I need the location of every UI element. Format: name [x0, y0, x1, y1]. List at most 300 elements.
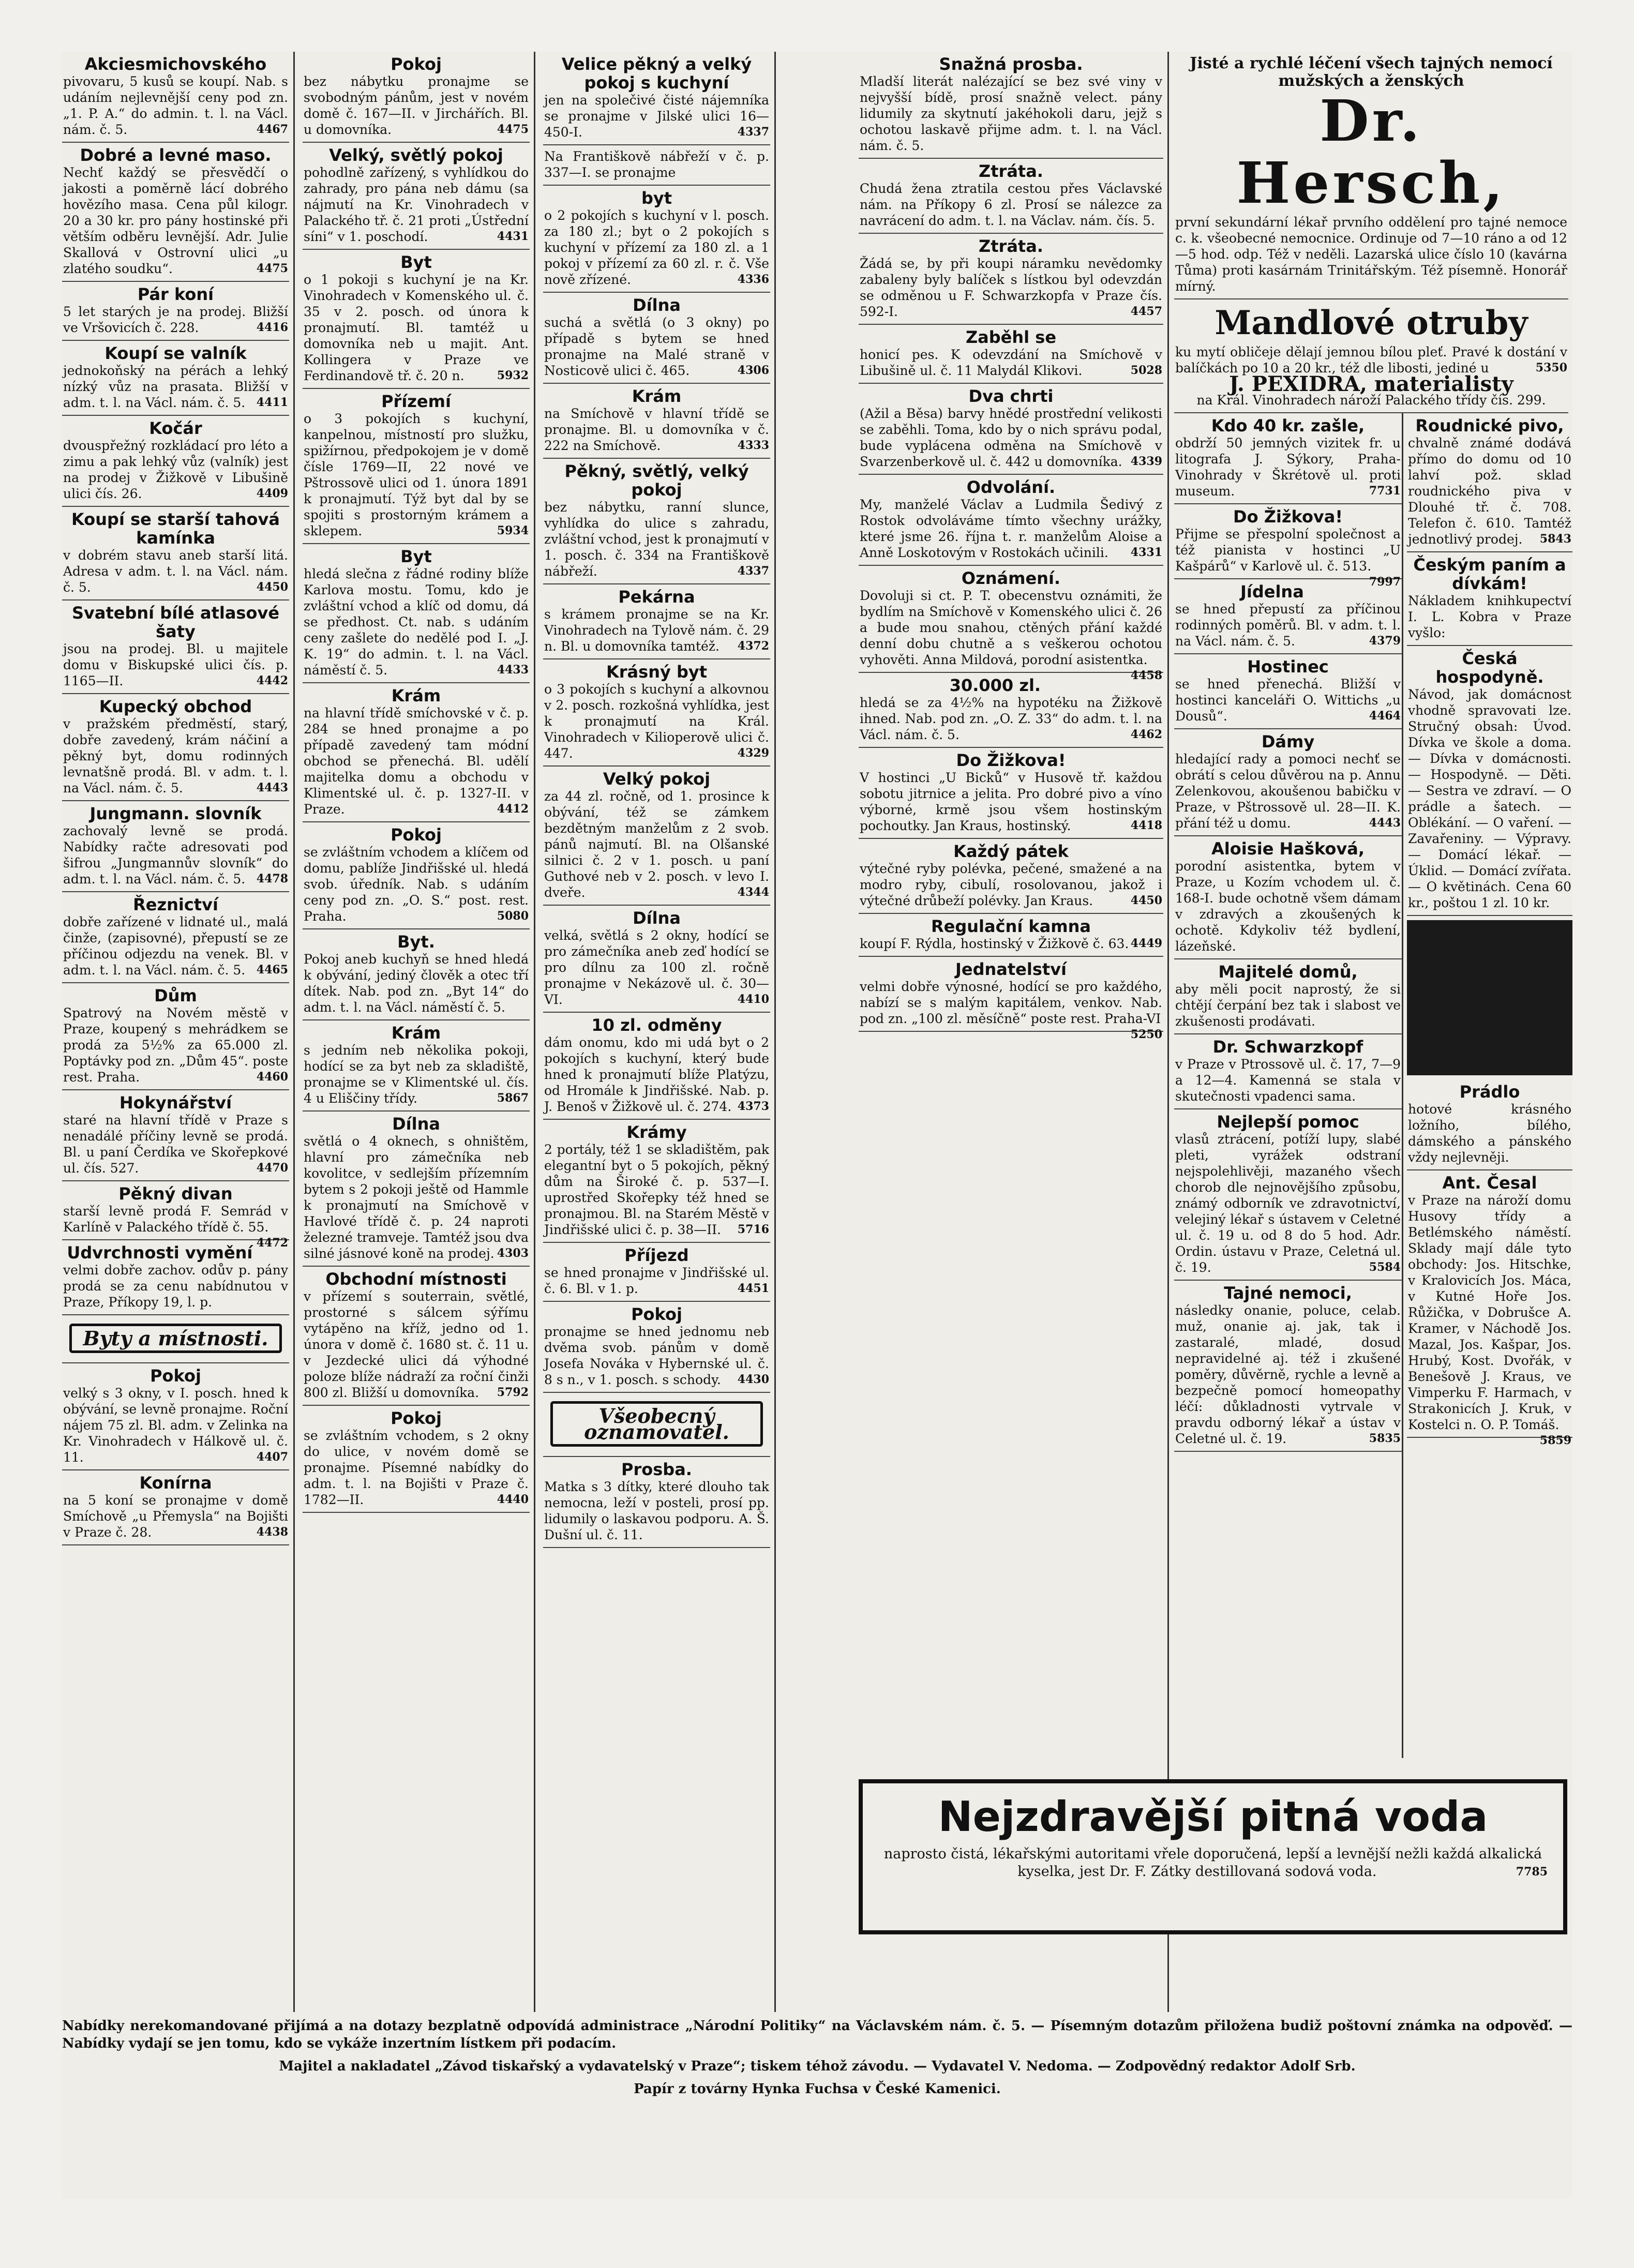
ad-text: hotové krásného ložního, bílého, dámského a pánského vždy nejlevněji. [1408, 1102, 1571, 1165]
ad-text: v dobrém stavu aneb starší litá. Adresa v adm. t. l. na Václ. nám. č. 5. [63, 548, 288, 595]
ad-text: obdrží 50 jemných vizitek fr. u litografa J. Sýkory, Praha-Vinohrady v Škrétově ul. proti museum. [1175, 435, 1401, 499]
ad-body [63, 716, 288, 796]
classified-ad [543, 384, 770, 459]
ad-title: Dílna [633, 908, 681, 928]
ad-title: Obchodní místnosti [325, 1269, 507, 1289]
ad-title: Kupecký obchod [99, 697, 252, 716]
classified-ad [62, 1090, 289, 1181]
ad-body [544, 681, 769, 761]
classified-ad [303, 822, 530, 929]
classified-ad [303, 544, 530, 683]
classified-ad [62, 1181, 289, 1250]
ad-body [304, 1133, 529, 1261]
classified-ad [62, 143, 289, 282]
ad-title: Ztráta. [979, 236, 1043, 256]
classified-ad [62, 507, 289, 600]
ad-title: Svatební bílé atlasové šaty [71, 603, 280, 641]
ad-body [63, 304, 288, 336]
ad-body [63, 1385, 288, 1465]
column-1 [62, 52, 295, 2012]
laundry-illustration [1407, 920, 1572, 1075]
ad-body [63, 823, 288, 887]
ad-title: Nejlepší pomoc [1217, 1112, 1359, 1132]
ad-number: 4333 [737, 439, 769, 452]
classified-ad [303, 52, 530, 143]
ad-body [544, 207, 769, 288]
ad-body [63, 1112, 288, 1176]
ad-number: 4407 [256, 1450, 288, 1464]
ad-text: zachovalý levně se prodá. Nabídky račte adresovati pod šifrou „Jungmannův slovník“ do adm. t. l. na Václ. nám. č. 5. [63, 823, 288, 887]
classified-ad [1174, 836, 1402, 959]
ad-number: 4460 [256, 1070, 288, 1084]
classified-ad [859, 566, 1163, 682]
ad-number: 4331 [1130, 546, 1162, 559]
classified-ad [62, 801, 289, 892]
ad-text: aby měli pocit naprostý, že si chtějí čerpání bez tak i slabost ve zkušenosti prodávati. [1175, 982, 1401, 1029]
ad-body [860, 979, 1162, 1041]
ad-title: Pokoj [150, 1366, 201, 1386]
ad-title: Česká hospodyně. [1435, 649, 1544, 687]
ad-title: Do Žižkova! [956, 750, 1066, 770]
ad-title: Tajné nemoci, [1224, 1283, 1352, 1303]
ad-title: Do Žižkova! [1233, 507, 1343, 527]
ad-body [544, 1141, 769, 1238]
classified-ad [62, 1240, 289, 1315]
classified-ad [543, 1393, 770, 1457]
water-title: Nejzdravější pitná voda [938, 1793, 1488, 1841]
ad-body [544, 314, 769, 379]
ad-body [1175, 1056, 1401, 1104]
ad-number: 7997 [1369, 575, 1401, 589]
ad-title: Pěkný, světlý, velký pokoj [564, 461, 749, 500]
ad-number: 5932 [497, 369, 529, 382]
ad-body [544, 499, 769, 579]
ad-number: 4433 [497, 663, 529, 677]
ad-number: 4303 [497, 1246, 529, 1260]
classified-ad [303, 1406, 530, 1513]
ad-number: 5859 [1539, 1434, 1571, 1447]
water-ad [859, 1779, 1567, 1934]
classified-ad [543, 52, 770, 145]
page-footer [62, 2017, 1572, 2098]
hersch-text: první sekundární lékař prvního oddělení pro tajné nemoce c. k. všeobecné nemocnice. Ordinuje od 7—10 ráno a od 12—5 hod. odp. Též v neděli. Lazarská ulice číslo 10 (kavárna Tůma) proti kasárnám Trinitářským. Též písemně. Honorář mírný. [1175, 215, 1567, 294]
ad-number: 4337 [737, 125, 769, 139]
ad-title: Jungmann. slovník [89, 804, 262, 823]
ad-text: koupí F. Rýdla, hostinský v Žižkově č. 63. [860, 936, 1129, 951]
ad-title: Jídelna [1240, 582, 1304, 602]
ad-text: bez nábytku pronajme se svobodným pánům, jest v novém domě č. 167—II. v Jirchářích. Bl. u domovníka. [304, 74, 529, 137]
ad-number: 5867 [497, 1091, 529, 1105]
ad-body [1175, 435, 1401, 499]
ad-text: Mladší literát nalézající se bez své viny v nejvyšší bídě, prosí snažně velect. pány lidumily za skytnutí jakéhokoli daru, jejž s ochotou laskavě přijme adm. t. l. na Václ. nám. č. 5. [860, 74, 1162, 153]
ad-text: hledá slečna z řádné rodiny blíže Karlova mostu. Tomu, kdo je zvláštní vchod a klíč od domu, dá se předhost. Ct. nab. s udáním ceny zašlete do nedělé pod I. „J. K. 19“ do admin. t. l. na Václ. náměstí č. 5. [304, 566, 529, 678]
classified-ad [543, 1302, 770, 1393]
ad-body [1408, 1192, 1571, 1447]
footer-paper: Papír z továrny Hynka Fuchsa v České Kamenici. [634, 2081, 1001, 2097]
ad-title: Příjezd [624, 1245, 689, 1265]
ad-number: 4467 [256, 123, 288, 136]
ad-number: 4412 [497, 802, 529, 816]
ad-body [544, 927, 769, 1008]
pexidra-address: na Král. Vinohradech nároží Palackého třídy čís. 299. [1196, 393, 1546, 408]
ad-title: Byt [400, 547, 432, 566]
ad-body [304, 844, 529, 924]
ad-body [304, 411, 529, 539]
ad-text: v Praze na nároží domu Husovy třídy a Betlémského náměstí. Sklady mají dále tyto obchody: Jos. Hitschke, v Kralovicích Jos. Máca, v Kutné Hoře Jos. Růžička, v Dobrušce A. Kramer, v Náchodě Jos. Mazal, Jos. Kašpar, Jos. Hrubý, Kost. Dvořák, v Benešově J. Kraus, ve Vimperku F. Harmach, v Strakonicích J. Kruk, v Kostelci n. O. P. Tomáš. [1408, 1193, 1571, 1432]
ad-title: Dobré a levné maso. [80, 145, 272, 165]
classified-ad [303, 1112, 530, 1267]
ad-title: Dílna [392, 1114, 440, 1134]
ad-text: 5 let starých je na prodej. Bližší ve Vršovicích č. 228. [63, 304, 288, 335]
ad-text: o 2 pokojích s kuchyní v l. posch. za 180 zl.; byt o 2 pokojích s kuchyní v přízemí za 180 zl. a 1 pokoj v přízemí za 60 zl. r. č. Vše nově zřízené. [544, 208, 769, 287]
classified-ad [1407, 552, 1572, 646]
ad-text: vlasů ztrácení, potíží lupy, slabé pleti, vyrážek odstraní nejspolehlivěji, mazaného všech chorob dle nejnovějšího způsobu, známý odborník ve zdravotnictví, velejiný lékař s ústavem v Celetné ul. č. 19 u. od 8 do 5 hod. Adr. Ordin. ústavu v Praze, Celetná ul. č. 19. [1175, 1132, 1401, 1275]
classified-ad [859, 52, 1163, 159]
ad-title: Velice pěkný a velký pokoj s kuchyní [561, 54, 752, 93]
ad-number: 5080 [497, 909, 529, 923]
ad-text: světlá o 4 oknech, s ohništěm, hlavní pro zámečníka neb kovolitce, v sedlejším přízemním bytem s 2 pokoji ještě od Hammle k pronajmutí na Smíchově v Havlové třídě č. p. 24 naproti železné tramveje. Tamtéž jsou dva silné jásnové koně na prodej. [304, 1134, 529, 1261]
classified-ad [543, 145, 770, 186]
ad-text: dvouspřežný rozkládací pro léto a zimu a pak lehký vůz (valník) jest na prodej v Žižkově v Libušině ulici čís. 26. [63, 438, 288, 501]
ad-text: na 5 koní se pronajme v domě Smíchově „u Přemysla“ na Bojišti v Praze č. 28. [63, 1493, 288, 1540]
ad-text: Přijme se přespolní společnost a též pianista v hostinci „U Kašpárů“ v Karlově ul. č. 513. [1175, 527, 1401, 574]
ad-title: Krámy [626, 1122, 687, 1142]
ad-body [304, 272, 529, 384]
classified-ad [1174, 504, 1402, 589]
ad-title: Dva chrti [968, 386, 1054, 406]
ad-text: se hned pronajme v Jindřišské ul. č. 6. Bl. v 1. p. [544, 1265, 769, 1296]
column-2 [303, 52, 535, 2012]
ad-body [1175, 1302, 1401, 1447]
classified-ad [303, 1267, 530, 1406]
ad-title: 10 zl. odměny [591, 1015, 722, 1035]
ad-body [544, 788, 769, 900]
ad-body [1175, 676, 1401, 724]
ad-number: 4458 [1130, 669, 1162, 682]
ad-text: jen na společivé čisté nájemníka se pronajme v Jilské ulici 16—450-I. [544, 93, 769, 140]
classified-ad [1174, 1281, 1402, 1452]
classified-ad [1407, 1079, 1572, 1170]
ad-number: 4431 [497, 230, 529, 243]
ad-body [860, 256, 1162, 320]
ad-text: chvalně známé dodává přímo do domu od 10 lahví pož. sklad roudnického piva v Dlouhé tř. č. 708. Telefon č. 610. Tamtéž jednotlivý prodej. [1408, 435, 1571, 547]
classified-ad [1174, 1109, 1402, 1281]
classified-ad [1174, 1034, 1402, 1109]
ad-number: 4465 [256, 963, 288, 977]
ad-title: Přízemí [381, 392, 451, 411]
ad-number: 4450 [1130, 894, 1162, 907]
column-5 [1174, 52, 1572, 2012]
ad-title: Dům [154, 986, 197, 1005]
classified-ad [1407, 413, 1572, 552]
column-3 [543, 52, 776, 2012]
ad-number: 5716 [737, 1223, 769, 1236]
ad-body [63, 73, 288, 138]
ad-title: Odvolání. [966, 477, 1056, 497]
ad-text: Spatrový na Novém městě v Praze, koupený s mehrádkem se prodá za 5½% za 65.000 zl. Poptávky pod zn. „Dům 45“. poste rest. Praha. [63, 1005, 288, 1085]
classified-columns [62, 52, 1572, 2012]
ad-title: Kočár [149, 418, 202, 438]
classified-ad [62, 600, 289, 694]
ad-body [544, 148, 769, 181]
ad-number: 4411 [256, 396, 288, 409]
ad-text: o 3 pokojích s kuchyní, kanpelnou, místností pro služku, spižírnou, předpokojem je v domě čísle 1769—II, 22 nové ve Pštrossově ulici od 1. února 1891 k pronajmutí. Týž byt dal by se spojiti s prostorným krámem a sklepem. [304, 411, 529, 538]
ad-text: bez nábytku, ranní slunce, vyhlídka do ulice s zahradu, zvláštní vchod, jest k pronajmutí v 1. posch. č. 334 na Františkově nábřeží. [544, 500, 769, 579]
footer-publisher: Majitel a nakladatel „Závod tiskařský a vydavatelský v Praze“; tiskem téhož závodu. — Vydavatel V. Nedoma. — Zodpovědný redaktor Adolf Srb. [279, 2059, 1356, 2074]
footer-notice: Nabídky nerekomandované přijímá a na dotazy bezplatně odpovídá administrace „Národní Politiky“ na Václavském nám. č. 5. — Písemným dotazům přiložena budiž poštovní známka na odpověď. — Nabídky vydají se jen tomu, kdo se vykáže inzertním lístkem při podacím. [62, 2018, 1572, 2051]
ad-body [860, 497, 1162, 561]
ad-text: s jedním neb několika pokoji, hodící se za byt neb za skladiště, pronajme se v Klimentské ul. čís. 4 u Eliščiny třídy. [304, 1043, 529, 1106]
ad-title: Zaběhl se [965, 327, 1057, 347]
classified-ad [62, 1315, 289, 1363]
ad-title: Dámy [1261, 732, 1315, 752]
mandlove-ad [1174, 299, 1568, 413]
classified-ad [859, 748, 1163, 839]
classified-ad [62, 341, 289, 416]
ad-title: Českým paním a dívkám! [1413, 555, 1566, 593]
ad-number: 4373 [737, 1100, 769, 1113]
section-heading: Všeobecný oznamovatel. [550, 1401, 763, 1447]
classified-ad [303, 1020, 530, 1112]
ad-text: na Smíchově v hlavní třídě se pronajme. Bl. u domovníka v č. 222 na Smíchově. [544, 406, 769, 453]
ad-title: Aloisie Hašková, [1211, 839, 1365, 859]
ad-title: Velký, světlý pokoj [329, 145, 503, 165]
ad-body [63, 547, 288, 595]
mandlove-text: ku mytí obličeje dělají jemnou bílou pleť. Pravé k dostání v balíčkách po 10 a 20 kr., též dle libosti, jediné u [1175, 344, 1567, 376]
newspaper-page [62, 52, 1572, 2198]
ad-body [544, 606, 769, 654]
classified-ad [543, 1457, 770, 1548]
classified-ad [1407, 1170, 1572, 1447]
ad-text: o 3 pokojích s kuchyní a alkovnou v 2. posch. rozkošná vyhlídka, jest k pronajmutí na Král. Vinohradech v Kilioperově ulici č. 447. [544, 682, 769, 761]
ad-number: 4438 [256, 1525, 288, 1539]
ad-number: 4336 [737, 273, 769, 286]
ad-title: byt [641, 188, 672, 208]
ad-number: 4462 [1130, 728, 1162, 741]
ad-body [544, 405, 769, 454]
ad-text: staré na hlavní třídě v Praze s nenadálé příčiny levně se prodá. Bl. u paní Čerdíka ve Skořepkové ul. čís. 527. [63, 1113, 288, 1176]
ad-text: starší levně prodá F. Semrád v Karlíně v Palackého třídě č. 55. [63, 1204, 288, 1235]
ad-title: 30.000 zl. [949, 675, 1041, 695]
classified-ad [62, 416, 289, 507]
mandlove-title: Mandlové otruby [1215, 304, 1528, 342]
ad-body [304, 566, 529, 678]
classified-ad [859, 673, 1163, 748]
ad-title: Pekárna [618, 587, 695, 607]
ad-text: honicí pes. K odevzdání na Smíchově v Libušině ul. č. 11 Malydál Klikovi. [860, 347, 1162, 378]
ad-body [304, 73, 529, 138]
mandlove-number: 5350 [1535, 361, 1567, 374]
ad-body [304, 705, 529, 817]
ad-number: 5028 [1130, 364, 1162, 377]
ad-text: velká, světlá s 2 okny, hodící se pro zámečníka aneb zeď hodící se pro dílnu za 100 zl. ročně pronajme v Nekázově ul. č. 30—VI. [544, 928, 769, 1007]
classified-ad [859, 234, 1163, 325]
ad-title: Prádlo [1459, 1082, 1520, 1102]
ad-text: jsou na prodej. Bl. u majitele domu v Biskupské ulici čís. p. 1165—II. [63, 641, 288, 688]
ad-body [63, 1492, 288, 1540]
classified-ad [859, 384, 1163, 475]
ad-number: 4379 [1369, 634, 1401, 648]
ad-number: 4440 [497, 1493, 529, 1506]
classified-ad [543, 1243, 770, 1302]
ad-title: Byt. [397, 932, 435, 952]
ad-text: V hostinci „U Bicků“ v Husově tř. každou sobotu jitrnice a jelita. Pro dobré pivo a víno výborné, krmě jsou všem hostinským pochoutky. Jan Kraus, hostinský. [860, 770, 1162, 833]
ad-text: 2 portály, též 1 se skladištěm, pak elegantní byt o 5 pokojích, pěkný dům na Široké č. p. 537—I. uprostřed Skořepky též hned se pronajmou. Bl. na Starém Městě v Jindřišské ulici č. p. 38—II. [544, 1142, 769, 1237]
ad-body [1408, 435, 1571, 547]
ad-body [304, 1428, 529, 1508]
classified-ad [62, 892, 289, 983]
ad-text: v Praze v Ptrossově ul. č. 17, 7—9 a 12—4. Kamenná se stala v skutečnosti vpadenci sama. [1175, 1057, 1401, 1104]
ad-title: Byt [400, 252, 432, 272]
ad-title: Pěkný divan [118, 1184, 233, 1204]
ad-title: Krám [391, 1023, 441, 1043]
ad-title: Snažná prosba. [939, 54, 1083, 74]
classified-ad [859, 914, 1163, 957]
ad-number: 4337 [737, 564, 769, 578]
ad-title: Ant. Česal [1442, 1173, 1537, 1193]
ad-number: 4451 [737, 1282, 769, 1295]
ad-number: 4475 [497, 123, 529, 136]
ad-title: Udvrchnosti vymění [67, 1243, 253, 1263]
classified-ad [543, 459, 770, 584]
ad-number: 4450 [256, 580, 288, 594]
hersch-name: Dr. Hersch, [1236, 87, 1506, 216]
column-5-left [1174, 413, 1403, 1758]
ad-title: Dr. Schwarzkopf [1212, 1037, 1363, 1057]
classified-ad [303, 250, 530, 389]
ad-body [544, 1034, 769, 1115]
classified-ad [859, 475, 1163, 566]
ad-title: Regulační kamna [931, 917, 1091, 936]
column-5-right [1407, 413, 1572, 1449]
ad-text: Chudá žena ztratila cestou přes Václavské nám. na Příkopy 6 zl. Prosí se nálezce za navrácení do adm. t. l. na Václav. nám. čís. 5. [860, 181, 1162, 228]
ad-body [63, 438, 288, 502]
ad-body [860, 347, 1162, 379]
ad-number: 4472 [256, 1236, 288, 1250]
ad-body [860, 588, 1162, 682]
ad-text: (Ažil a Běsa) barvy hnědé prostřední velikosti se zaběhli. Toma, kdo by o nich správu podal, bude vyplácena odměna na Smíchově v Svarzenberkově ul. č. 442 u domovníka. [860, 406, 1162, 469]
ad-text: Nákladem knihkupectví I. L. Kobra v Praze vyšlo: [1408, 593, 1571, 640]
hersch-ad [1174, 52, 1568, 299]
ad-text: Nechť každý se přesvědčí o jakosti a poměrně lácí dobrého hovězího masa. Cena půl kilogr. 20 a 30 kr. pro pány hostinské při větším odběru levnější. Adr. Julie Skallová v Ostrovní ulici „u zlatého soudku“. [63, 165, 288, 276]
ad-body [63, 363, 288, 411]
ad-number: 7731 [1369, 484, 1401, 498]
classified-ad [543, 584, 770, 659]
classified-ad [1174, 579, 1402, 654]
ad-text: velmi dobře zachov. odův p. pány prodá se za cenu nabídnutou v Praze, Příkopy 19, l. p. [63, 1263, 288, 1310]
ad-text: výtečné ryby polévka, pečené, smažené a na modro ryby, cibulí, rosolovanou, jakož i výtečné drůbeží polévky. Jan Kraus. [860, 861, 1162, 908]
ad-text: Návod, jak domácnost vhodně spravovati lze. Stručný obsah: Úvod. Dívka ve škole a doma. — Dívka v domácnosti. — Hospodyně. — Děti. — Sestra ve zdraví. — O prádle a šatech. — Oblékání. — O vaření. — Zavařeniny. — Výpravy. — Domácí lékař. — Úklid. — Domácí zvířata. — O květinách. Cena 60 kr., poštou 1 zl. 10 kr. [1408, 687, 1571, 910]
ad-number: 5934 [497, 524, 529, 537]
ad-body [1175, 858, 1401, 954]
classified-ad [1174, 413, 1402, 504]
ad-text: pohodlně zařízený, s vyhlídkou do zahrady, pro pána neb dámu (sa nájmutí na Kr. Vinohradech v Palackého tř. č. 21 proti „Ústřední síni“ v 1. poschodí. [304, 165, 529, 244]
ad-body [860, 936, 1162, 952]
ad-text: v přízemí s souterrain, světlé, prostorné s sálcem sýřímu vytápěno na kříž, jedno od 1. února v domě č. 1680 st. č. 11 u. v Jezdecké ulici dá výhodné poloze blíže nádraží za roční činži 800 zl. Bližší u domovníka. [304, 1289, 529, 1400]
ad-number: 4339 [1130, 455, 1162, 468]
ad-number: 4478 [256, 872, 288, 885]
ad-body [860, 695, 1162, 743]
classified-ad [303, 929, 530, 1020]
ad-body [544, 1324, 769, 1388]
ad-text: se zvláštním vchodem a klíčem od domu, pablíže Jindřišské ul. hledá svob. úředník. Nab. s udáním ceny pod zn. „O. S.“ post. rest. Praha. [304, 845, 529, 924]
ad-body [1175, 981, 1401, 1029]
ad-number: 4306 [737, 364, 769, 377]
ad-number: 5584 [1369, 1260, 1401, 1274]
ad-body [63, 1262, 288, 1310]
ad-text: na hlavní třídě smíchovské v č. p. 284 se hned pronajme a po případě zavedený tam módní obchod se přenechá. Bl. udělí majitelka domu a obchodu v Klimentské ul. č. p. 1327-II. v Praze. [304, 705, 529, 817]
ad-body [304, 1042, 529, 1106]
ad-title: Každý pátek [953, 842, 1069, 861]
classified-ad [62, 52, 289, 143]
ad-body [544, 1479, 769, 1543]
ad-body [860, 770, 1162, 834]
ad-text: velký s 3 okny, v I. posch. hned k obývání, se levně pronajme. Roční nájem 75 zl. Bl. adm. v Zelinka na Kr. Vinohradech v Hálkově ul. č. 11. [63, 1386, 288, 1465]
classified-ad [543, 293, 770, 384]
classified-ad [62, 282, 289, 341]
ad-title: Akciesmichovského [84, 54, 267, 74]
ad-body [63, 1005, 288, 1085]
ad-number: 4464 [1369, 709, 1401, 723]
ad-text: My, manželé Václav a Ludmila Šedivý z Rostok odvoláváme tímto všechny urážky, které jsme 26. října t. r. manželům Aloise a Anně Loskotovým v Rostokách učinili. [860, 497, 1162, 560]
ad-text: se hned přepustí za příčinou rodinných poměrů. Bl. v adm. t. l. na Václ. nám. č. 5. [1175, 602, 1401, 649]
classified-ad [62, 1363, 289, 1470]
ad-body [63, 641, 288, 689]
ad-title: Krásný byt [606, 662, 708, 682]
ad-title: Majitelé domů, [1218, 962, 1358, 982]
classified-ad [1407, 646, 1572, 916]
ad-number: 4430 [737, 1373, 769, 1386]
ad-text: Žádá se, by při koupi náramku nevědomky zabaleny byly balíček s lístkou byl odevzdán se odměnou u F. Schwarzkopfa v Praze čís. 592-I. [860, 256, 1162, 319]
classified-ad [303, 389, 530, 544]
ad-body [1408, 1101, 1571, 1165]
column-4 [859, 52, 1169, 2012]
ad-text: o 1 pokoji s kuchyní je na Kr. Vinohradech v Komenského ul. č. 35 v 2. posch. od února k pronajmutí. Bl. tamtéž u domovníka neb u majit. Ant. Kollingera v Praze ve Ferdinandově tř. č. 20 n. [304, 272, 529, 383]
ad-title: Pár koní [137, 284, 214, 304]
water-number: 7785 [1516, 1865, 1548, 1879]
ad-title: Pokoj [391, 825, 442, 845]
ad-number: 5843 [1539, 532, 1571, 546]
ad-body [1408, 686, 1571, 911]
ad-title: Řeznictví [133, 895, 218, 914]
ad-number: 4410 [737, 993, 769, 1006]
ad-number: 5792 [497, 1386, 529, 1399]
classified-ad [62, 983, 289, 1090]
ad-text: hledá se za 4½% na hypotéku na Žižkově ihned. Nab. pod zn. „O. Z. 33“ do adm. t. l. na Václ. nám. č. 5. [860, 695, 1162, 742]
ad-title: Dílna [633, 295, 681, 315]
classified-ad [62, 694, 289, 801]
classified-ad [1174, 654, 1402, 729]
ad-text: porodní asistentka, bytem v Praze, u Kozím vchodem ul. č. 168-I. bude ochotně všem dámam v zdravých a zkoušených k ochotě. Kdykoliv též bydlení, lázeňské. [1175, 859, 1401, 954]
ad-body [63, 164, 288, 277]
ad-title: Prosba. [621, 1460, 692, 1479]
ad-number: 4409 [256, 487, 288, 500]
ad-body [1175, 751, 1401, 831]
ad-body [544, 92, 769, 140]
ad-number: 4443 [256, 781, 288, 794]
ad-title: Jednatelství [955, 959, 1067, 979]
ad-text: se zvláštním vchodem, s 2 okny do ulice, v novém domě se pronajme. Písemné nabídky do adm. t. l. na Bojišti v Praze č. 1782—II. [304, 1428, 529, 1507]
ad-body [860, 861, 1162, 909]
classified-ad [859, 957, 1163, 1041]
classified-ad [543, 1120, 770, 1243]
ad-text: Pokoj aneb kuchyň se hned hledá k obývání, jediný člověk a otec tří dítek. Nab. pod zn. „Byt 14“ do adm. t. l. na Václ. náměstí č. 5. [304, 952, 529, 1015]
ad-number: 4475 [256, 262, 288, 275]
ad-number: 4457 [1130, 305, 1162, 318]
water-text: naprosto čistá, lékařskými autoritami vřele doporučená, lepší a levnější nežli každá alkalická kyselka, jest Dr. F. Zátky destillovaná sodová voda. [883, 1846, 1542, 1880]
ad-text: dám onomu, kdo mi udá byt o 2 pokojích s kuchyní, který bude hned k pronajmutí blíže Platýzu, od Hromále k Jindřišské. Nab. p. J. Benoš v Žižkově ul. č. 274. [544, 1035, 769, 1114]
ad-text: jednokoňský na pérách a lehký nízký vůz na prasata. Bližší v adm. t. l. na Václ. nám. č. 5. [63, 363, 288, 410]
